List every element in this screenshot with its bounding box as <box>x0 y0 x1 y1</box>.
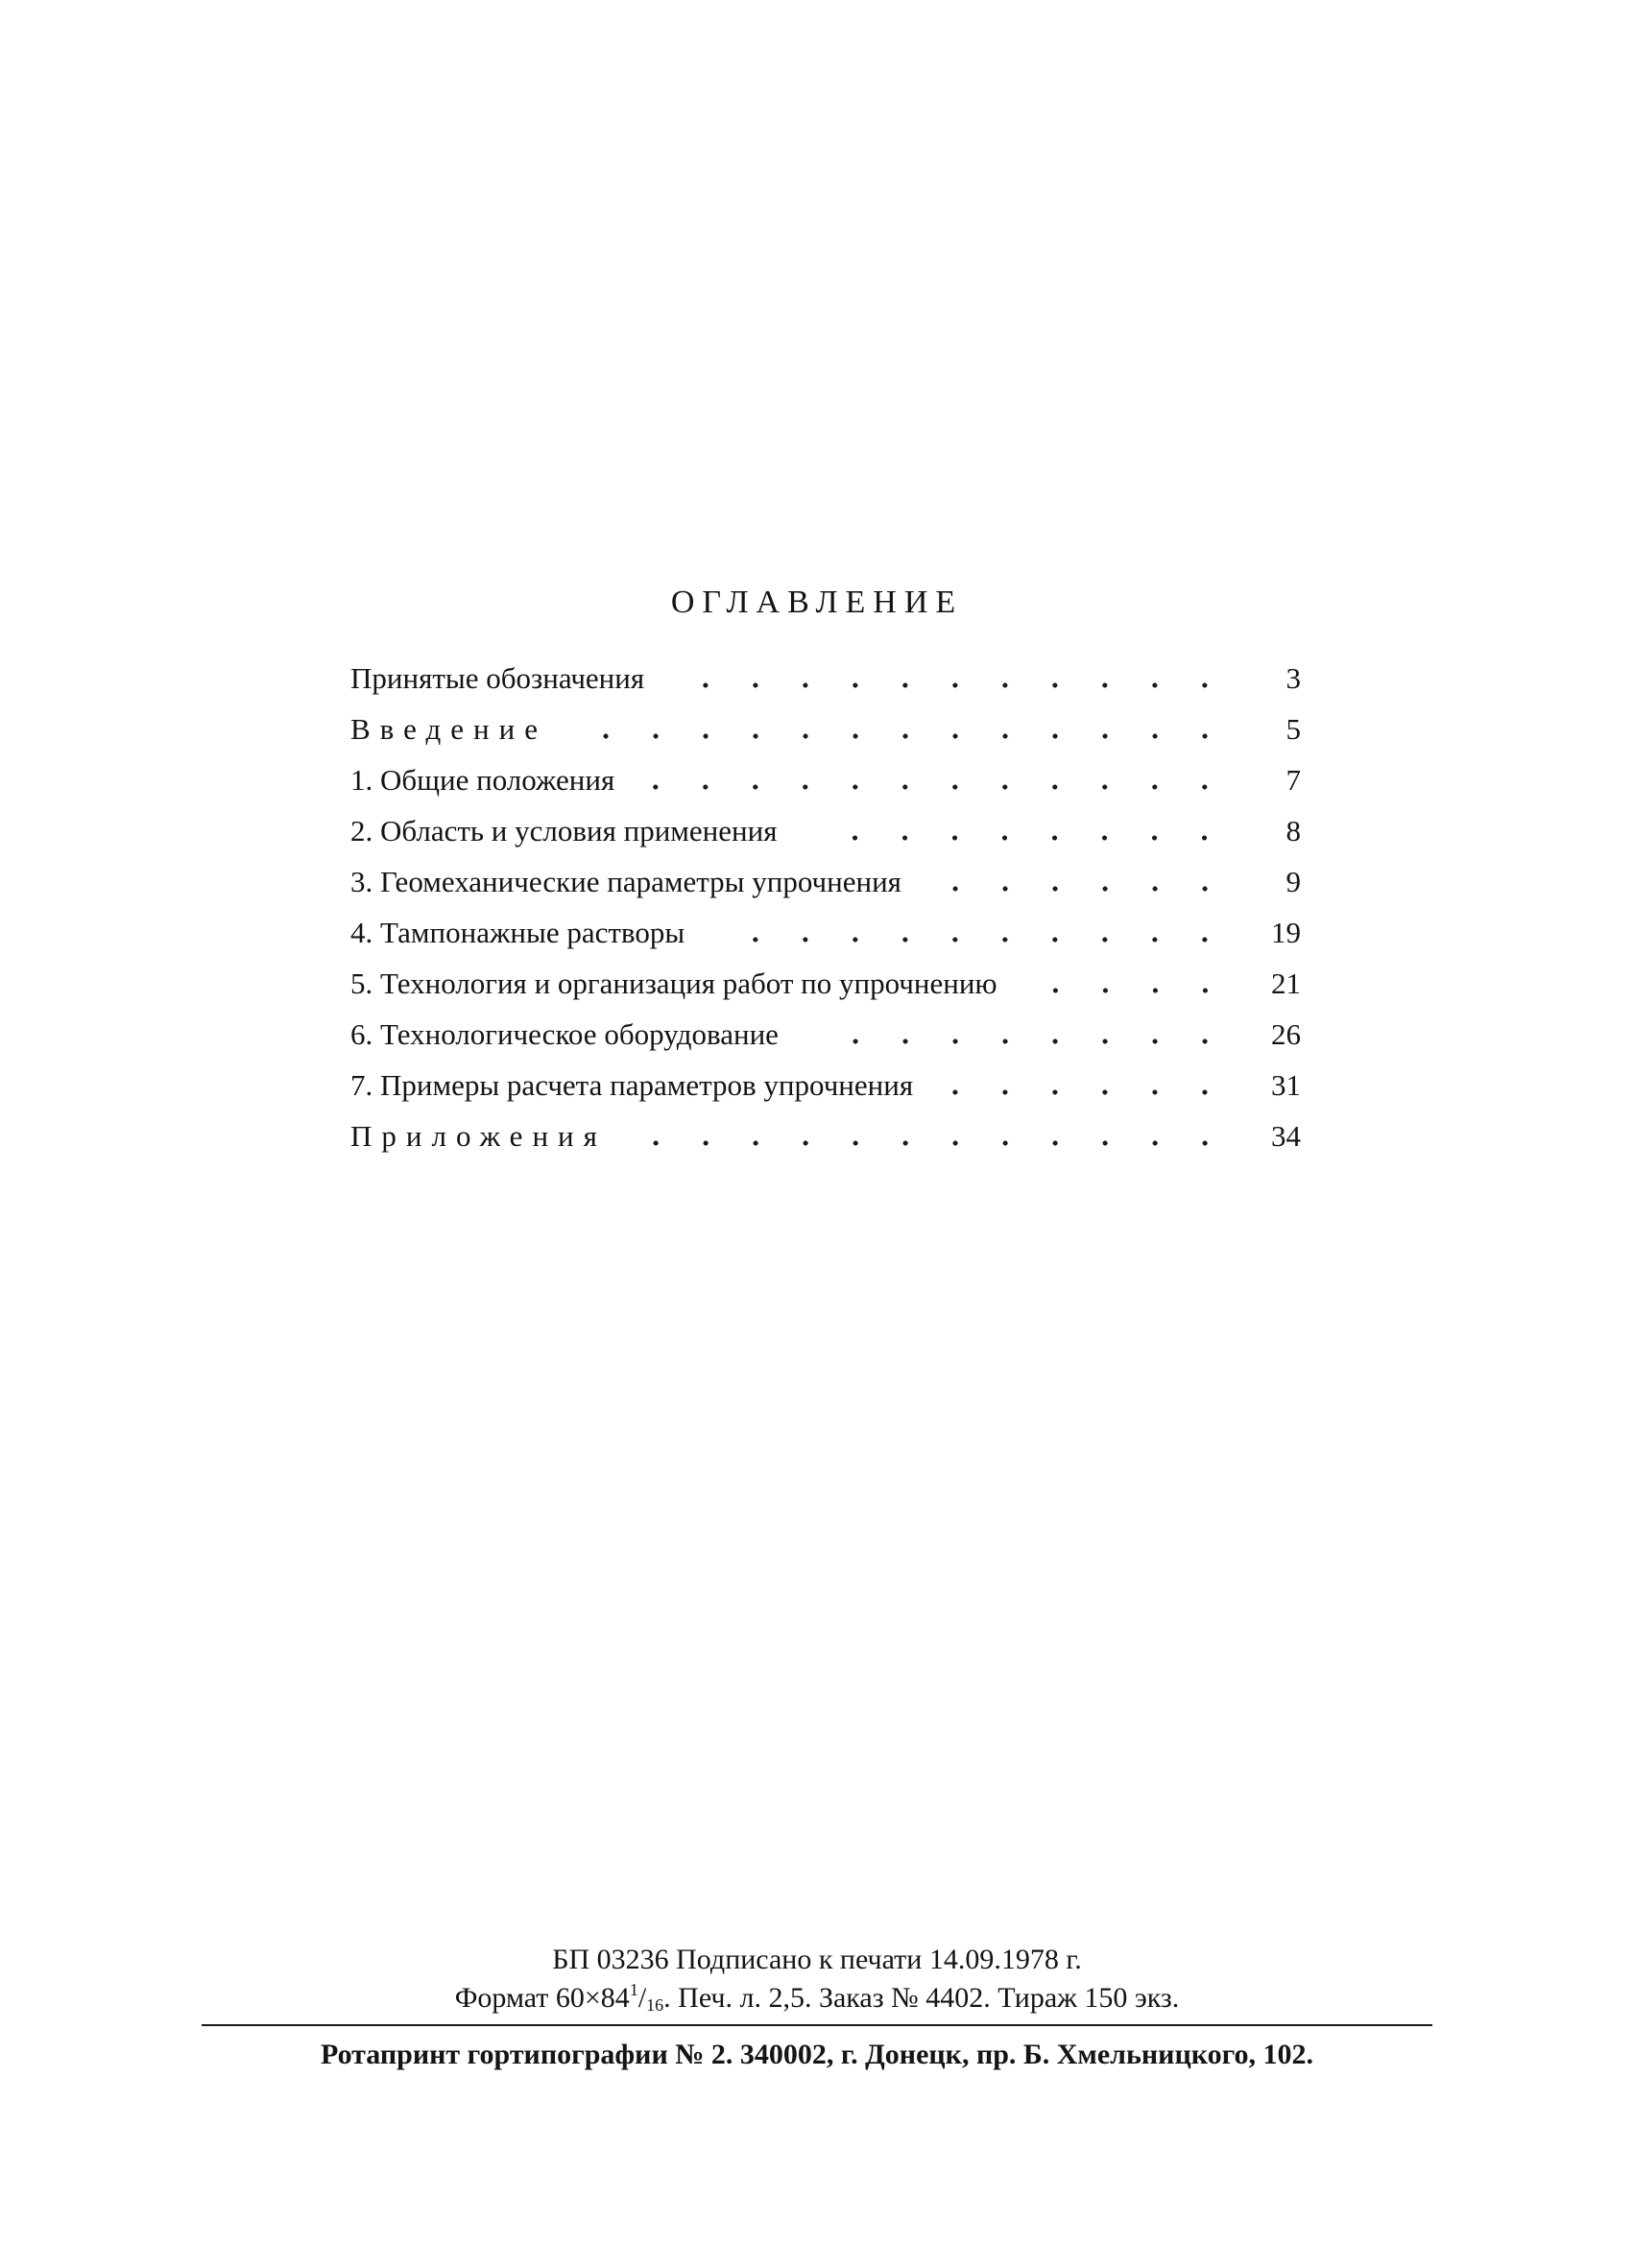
toc-row <box>350 1009 1301 1060</box>
toc-entry-label: Введение <box>350 712 547 746</box>
dot-leader <box>645 1140 1230 1146</box>
toc-row <box>350 907 1301 958</box>
toc-entry-label: 3. Геомеханические параметры упрочнения <box>350 865 901 898</box>
toc-entry-label: 1. Общие положения <box>350 763 615 797</box>
dot-leader <box>653 784 1230 790</box>
toc-page-number: 9 <box>1286 865 1301 898</box>
imprint-format-start: Формат 60×84 <box>454 1982 630 2014</box>
toc-entry-label: 7. Примеры расчета параметров упрочнения <box>350 1068 914 1102</box>
toc-page-number: 8 <box>1286 814 1301 848</box>
page-title: ОГЛАВЛЕНИЕ <box>670 585 964 620</box>
dot-leader <box>683 682 1230 688</box>
toc-page-number: 5 <box>1286 712 1301 746</box>
toc-row <box>350 754 1301 805</box>
dot-leader <box>586 733 1230 739</box>
toc-row <box>350 653 1301 704</box>
toc-page-number: 3 <box>1286 661 1301 695</box>
toc-page-number: 34 <box>1271 1119 1301 1153</box>
dot-leader <box>1036 988 1230 993</box>
imprint-format-line <box>0 1982 1634 2015</box>
toc-entry-label: 2. Область и условия применения <box>350 814 778 848</box>
imprint-format-fraction-numerator: 1 <box>629 1980 638 1999</box>
dot-leader <box>951 1089 1230 1095</box>
toc-entry-label: 5. Технология и организация работ по упрочнению <box>350 967 997 1000</box>
toc-row <box>350 704 1301 754</box>
table-of-contents <box>350 653 1301 1161</box>
toc-page-number: 19 <box>1271 916 1301 949</box>
imprint-format-fraction-separator: / <box>637 1982 647 2014</box>
toc-page-number: 7 <box>1286 763 1301 797</box>
toc-entry-label: Приложения <box>350 1119 607 1153</box>
toc-row <box>350 1060 1301 1110</box>
dot-leader <box>815 835 1230 841</box>
dot-leader <box>940 886 1230 892</box>
toc-row <box>350 1110 1301 1161</box>
toc-page-number: 26 <box>1271 1017 1301 1051</box>
toc-entry-label: Принятые обозначения <box>350 661 645 695</box>
imprint-format-fraction-denominator: 16 <box>646 1995 664 2015</box>
toc-page-number: 21 <box>1271 967 1301 1000</box>
dot-leader <box>723 937 1230 943</box>
imprint-signed-line: БП 03236 Подписано к печати 14.09.1978 г. <box>552 1944 1082 1975</box>
imprint-printer-line: Ротапринт гортипографии № 2. 340002, г. Донецк, пр. Б. Хмельницкого, 102. <box>320 2039 1313 2070</box>
dot-leader <box>817 1039 1230 1044</box>
toc-page-number: 31 <box>1271 1068 1301 1102</box>
toc-entry-label: 6. Технологическое оборудование <box>350 1017 779 1051</box>
toc-row <box>350 958 1301 1009</box>
toc-entry-label: 4. Тампонажные растворы <box>350 916 685 949</box>
imprint-format-end: . Печ. л. 2,5. Заказ № 4402. Тираж 150 экз. <box>663 1982 1180 2014</box>
imprint-divider <box>202 2024 1432 2026</box>
toc-row <box>350 805 1301 856</box>
toc-row <box>350 856 1301 907</box>
